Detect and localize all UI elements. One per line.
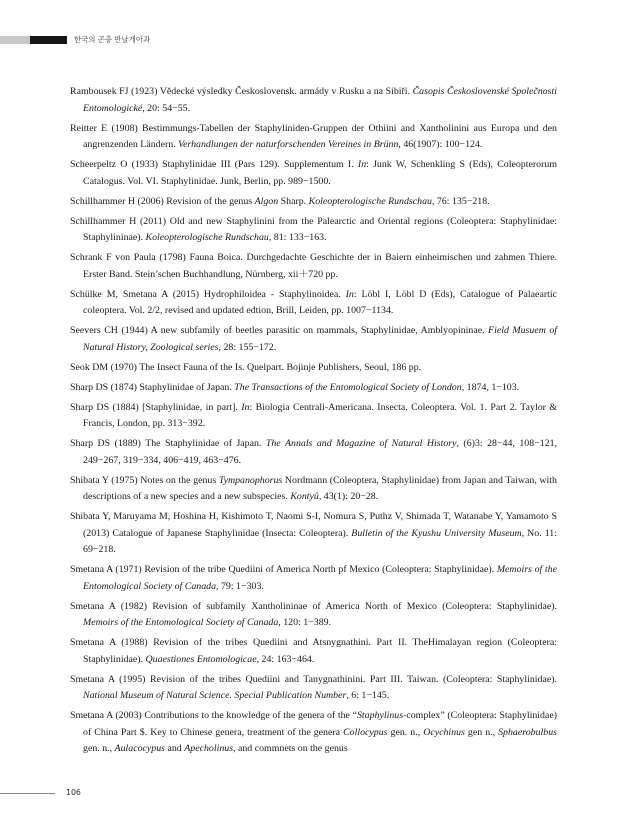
reference-text: gen n.,: [464, 726, 499, 738]
reference-text: , 43(1): 20−28.: [318, 491, 379, 502]
header-color-bar: [0, 36, 67, 44]
reference-entry: [70, 194, 557, 211]
reference-text: Shibata Y (1975) Notes on the genus: [70, 474, 219, 486]
reference-entry: [70, 400, 557, 433]
reference-entry: [70, 380, 557, 397]
reference-italic-text: Koleopterologische Rundschau: [308, 195, 432, 207]
reference-text: Smetana A (2003) Contributions to the knowledge of the genera of the “: [70, 710, 357, 721]
reference-italic-text: Apecholinus: [184, 743, 234, 754]
reference-text: Sharp DS (1874) Staphylinidae of Japan.: [70, 381, 235, 393]
reference-text: Schrank F von Paula (1798) Fauna Boica. Durchgedachte Geschichte der in Baiern einheimischen und zahmen Thiere. Erster Band. Stein’schen Buchhandlung, Nürnberg, xii＋720 pp.: [70, 252, 557, 280]
header-bar-dark: [30, 36, 67, 44]
reference-text: Scheerpeltz O (1933) Staphylinidae III (Pars 129). Supplementum I.: [70, 159, 358, 170]
reference-entry: [70, 509, 557, 559]
reference-text: Sharp.: [278, 195, 309, 207]
running-head: 한국의 곤충 반날개아과: [74, 35, 151, 44]
reference-text: Seok DM (1970) The Insect Fauna of the Is. Quelpart. Bojinje Publishers, Seoul, 186 pp.: [70, 361, 422, 373]
reference-text: , 46(1907): 100−124.: [398, 139, 483, 150]
reference-entry: [70, 287, 557, 320]
header-bar-light: [0, 36, 30, 44]
reference-italic-text: Koleopterologische Rundschau: [145, 232, 269, 243]
reference-italic-text: The Annals and Magazine of Natural History: [265, 438, 457, 449]
reference-text: Schillhammer H (2011) Old and new Staphylinini from the Palearctic and Oriental regions (Coleoptera: Staphylinidae: Staphylininae).: [70, 215, 557, 243]
reference-text: , 76: 135−218.: [431, 195, 490, 207]
reference-text: and: [165, 743, 185, 754]
reference-italic-text: Memoirs of the Entomological Society of Canada: [83, 564, 557, 592]
reference-text: , 81: 133−163.: [268, 232, 327, 243]
page-number: 106: [66, 788, 81, 797]
reference-text: gen. n.,: [83, 743, 115, 754]
reference-italic-text: In: [345, 288, 354, 300]
reference-text: gen. n.,: [387, 726, 424, 738]
reference-entry: [70, 708, 557, 758]
reference-entry: [70, 360, 557, 377]
reference-text: Shibata Y, Maruyama M, Hoshina H, Kishimoto T, Naomi S-I, Nomura S, Puthz V, Shimada T, Watanabe Y, Yamamoto S (2013) Catalogue of Japanese Staphylinidae (Insecta: Coleoptera).: [70, 511, 557, 539]
reference-italic-text: Memoirs of the Entomological Society of Canada: [83, 617, 279, 628]
reference-entry: [70, 84, 557, 117]
reference-text: : Biologia Centrali-Americana. Insecta. Coleoptera. Vol. 1. Part 2. Taylor & Francis, London, pp. 313−392.: [83, 401, 557, 429]
reference-text: Schillhammer H (2006) Revision of the genus: [70, 195, 255, 207]
reference-text: , and commnets on the genus: [233, 743, 348, 754]
reference-text: : Löbl I, Löbl D (Eds), Catalogue of Palaeartic coleoptera. Vol. 2/2, revised and updated edtion, Brill, Leiden, pp. 1007−1134.: [83, 288, 557, 316]
reference-italic-text: In: [357, 159, 367, 170]
reference-entry: [70, 672, 557, 705]
reference-text: , 6: 1−145.: [346, 690, 390, 701]
reference-text: Seevers CH (1944) A new subfamily of beetles parasitic on mammals, Staphylinidae, Amblyopininae.: [70, 325, 489, 336]
reference-text: , 120: 1−389.: [278, 617, 332, 628]
reference-italic-text: Tympanophorus: [218, 474, 283, 486]
reference-text: , 79: 1−303.: [216, 580, 264, 592]
reference-text: Nordmann (Coleoptera, Staphylinidae) from Japan and Taiwan, with descriptions of a new species and a new subspecies.: [83, 474, 557, 502]
reference-entry: [70, 562, 557, 595]
reference-text: Smetana A (1995) Revision of the tribes Quediini and Tanygnathinini. Part III. Taiwan. (Coleoptera: Staphylinidae).: [70, 673, 557, 685]
reference-italic-text: Časopis Československé Společnosti Entomologické: [83, 86, 558, 114]
reference-entry: [70, 250, 557, 283]
reference-italic-text: National Museum of Natural Science. Special Publication Number: [83, 690, 347, 701]
reference-italic-text: The Transactions of the Entomological Society of London: [234, 381, 462, 393]
reference-text: -complex” (Coleoptera: Staphylinidae) of China Part $. Key to Chinese genera, treatment of the genera: [83, 710, 557, 738]
reference-italic-text: Field Musuem of Natural History, Zoological series: [83, 325, 558, 353]
reference-entry: [70, 436, 557, 469]
reference-italic-text: In: [241, 401, 250, 413]
reference-entry: [70, 121, 557, 154]
reference-italic-text: Aulacocypus: [114, 743, 166, 754]
reference-text: , 24: 163−464.: [256, 653, 315, 665]
reference-entry: [70, 214, 557, 247]
reference-italic-text: Sphaerobulbus: [498, 726, 557, 738]
reference-italic-text: Verhandlungen der naturforschenden Vereines in Brünn: [178, 139, 399, 150]
reference-text: Smetana A (1971) Revision of the tribe Quediini of America North pf Mexico (Coleoptera: Staphylinidae).: [70, 564, 497, 575]
reference-text: , 20: 54−55.: [142, 102, 191, 114]
reference-text: Sharp DS (1884) [Staphylinidae, in part].: [70, 401, 242, 413]
reference-italic-text: Kontyû: [290, 491, 319, 502]
footer-rule: [0, 793, 55, 794]
reference-text: , (6)3: 28−44, 108−121, 249−267, 319−334, 406−419, 463−476.: [83, 438, 557, 466]
reference-text: , No. 11: 69−218.: [83, 527, 557, 555]
reference-text: : Junk W, Schenkling S (Eds), Coleopterorum Catalogus. Vol. VI. Staphylinidae. Junk, Berlin, pp. 989−1500.: [83, 159, 558, 187]
reference-italic-text: Ocychinus: [423, 726, 465, 738]
reference-text: Schülke M, Smetana A (2015) Hydrophiloidea - Staphylinoidea.: [70, 288, 346, 300]
reference-entry: [70, 323, 557, 356]
reference-text: Reitter E (1908) Bestimmungs-Tabellen der Staphyliniden-Gruppen der Othiini and Xantholinini aus Europa und den angrenzenden Ländern.: [70, 122, 557, 150]
reference-entry: [70, 157, 557, 190]
reference-text: , 1874, 1−103.: [461, 381, 520, 393]
reference-list: [70, 84, 557, 761]
reference-italic-text: Collocypus: [343, 726, 388, 738]
reference-text: , 28: 155−172.: [218, 341, 277, 353]
reference-italic-text: Algon: [254, 195, 279, 207]
reference-text: Sharp DS (1889) The Staphylinidae of Japan.: [70, 438, 266, 449]
reference-text: Smetana A (1982) Revision of subfamily Xantholininae of America North of Mexico (Coleoptera: Staphylinidae).: [70, 600, 557, 612]
reference-entry: [70, 599, 557, 632]
reference-italic-text: Staphylinus: [356, 710, 404, 721]
reference-entry: [70, 473, 557, 506]
reference-entry: [70, 635, 557, 668]
reference-text: Smetana A (1988) Revision of the tribes Quediini and Atsnygnathini. Part II. TheHimalayan region (Coleoptera: Staphylinidae).: [70, 637, 557, 665]
reference-text: Rambousek FJ (1923) Vědecké výsledky Československ. armády v Rusku a na Sibiři.: [70, 86, 413, 97]
reference-italic-text: Bulletin of the Kyushu University Museum: [351, 527, 522, 539]
reference-italic-text: Quaestiones Entomologicae: [145, 653, 257, 665]
